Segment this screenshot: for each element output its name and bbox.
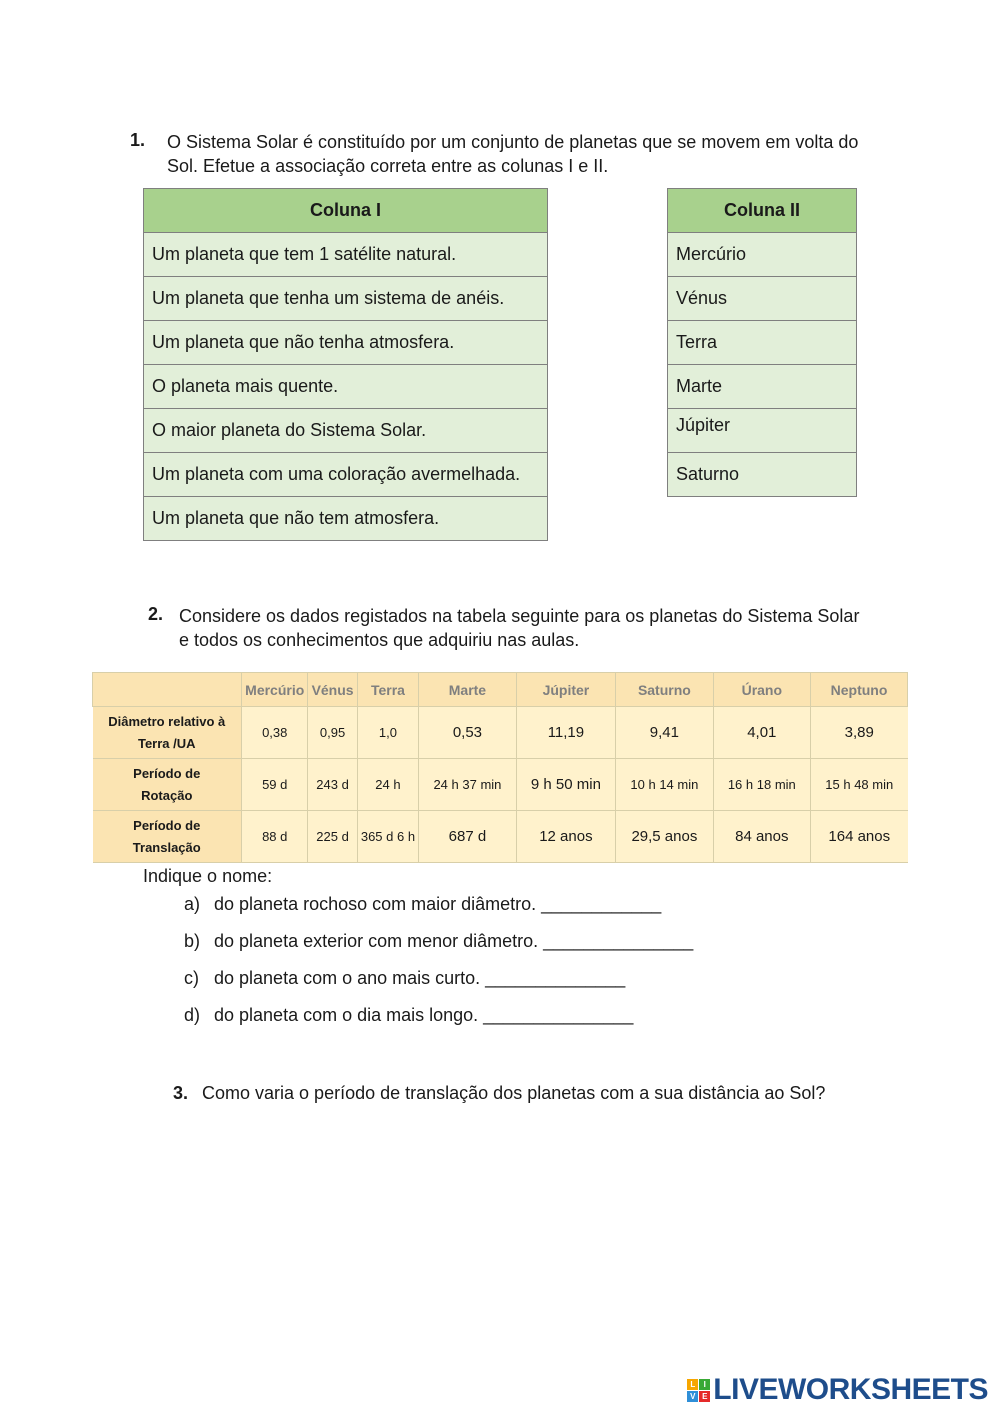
table-cell: 4,01 xyxy=(713,707,810,759)
column-2-item[interactable]: Júpiter xyxy=(668,409,857,453)
table-cell: 84 anos xyxy=(713,811,810,863)
column-2-item[interactable]: Marte xyxy=(668,365,857,409)
column-2-header: Coluna II xyxy=(668,189,857,233)
row-label-line: Período de xyxy=(133,817,201,833)
table-cell: 59 d xyxy=(242,759,308,811)
sub-question-c[interactable] xyxy=(184,966,625,990)
planet-header: Saturno xyxy=(616,673,713,707)
planet-header: Vénus xyxy=(308,673,357,707)
sub-question-b[interactable] xyxy=(184,929,693,953)
liveworksheets-logo xyxy=(687,1373,988,1407)
table-cell: 0,95 xyxy=(308,707,357,759)
column-1-table xyxy=(143,188,548,541)
sub-question-d[interactable] xyxy=(184,1003,633,1027)
column-1-item[interactable]: Um planeta que tenha um sistema de anéis. xyxy=(144,277,548,321)
planet-data-table xyxy=(92,672,908,863)
column-1-item[interactable]: Um planeta que não tem atmosfera. xyxy=(144,497,548,541)
column-2-item[interactable]: Saturno xyxy=(668,453,857,497)
table-cell: 24 h 37 min xyxy=(419,759,516,811)
question-3-number: 3. xyxy=(173,1083,189,1103)
logo-tile: I xyxy=(699,1379,710,1390)
question-2-number: 2. xyxy=(148,604,164,624)
sub-question-text: do planeta com o dia mais longo. _______________ xyxy=(214,1005,634,1025)
column-2-item[interactable]: Terra xyxy=(668,321,857,365)
sub-question-text: do planeta rochoso com maior diâmetro. ____________ xyxy=(214,894,662,914)
row-label-line: Período de xyxy=(133,765,201,781)
table-cell: 12 anos xyxy=(516,811,616,863)
question-1-number: 1. xyxy=(130,130,146,150)
table-cell: 0,53 xyxy=(419,707,516,759)
table-cell: 687 d xyxy=(419,811,516,863)
planet-header: Úrano xyxy=(713,673,810,707)
row-label xyxy=(93,759,242,811)
column-1-item[interactable]: Um planeta que não tenha atmosfera. xyxy=(144,321,548,365)
table-cell: 88 d xyxy=(242,811,308,863)
table-cell: 29,5 anos xyxy=(616,811,713,863)
column-1-item[interactable]: Um planeta com uma coloração avermelhada. xyxy=(144,453,548,497)
logo-wordmark: LIVEWORKSHEETS xyxy=(713,1373,988,1406)
question-3-text: Como varia o período de translação dos planetas com a sua distância ao Sol? xyxy=(202,1083,826,1103)
column-1-header: Coluna I xyxy=(144,189,548,233)
column-2-item[interactable]: Mercúrio xyxy=(668,233,857,277)
sub-question-letter: c) xyxy=(184,968,199,988)
logo-tile: L xyxy=(687,1379,698,1390)
table-cell: 243 d xyxy=(308,759,357,811)
indique-prompt: Indique o nome: xyxy=(143,866,273,886)
question-1-text: O Sistema Solar é constituído por um conjunto de planetas que se movem em volta do Sol. Efetue a associação correta entre as colunas I e II. xyxy=(167,132,859,176)
table-cell: 10 h 14 min xyxy=(616,759,713,811)
row-label-line: Rotação xyxy=(141,787,193,803)
logo-tile: E xyxy=(699,1391,710,1402)
table-cell: 11,19 xyxy=(516,707,616,759)
sub-question-letter: b) xyxy=(184,931,201,951)
table-cell: 9 h 50 min xyxy=(516,759,616,811)
sub-question-text: do planeta com o ano mais curto. ______________ xyxy=(214,968,626,988)
sub-question-text: do planeta exterior com menor diâmetro. _______________ xyxy=(214,931,694,951)
table-cell: 24 h xyxy=(357,759,419,811)
planet-header: Terra xyxy=(357,673,419,707)
logo-tile: V xyxy=(687,1391,698,1402)
sub-question-letter: d) xyxy=(184,1005,201,1025)
table-row xyxy=(93,759,908,811)
row-label xyxy=(93,707,242,759)
table-row xyxy=(93,811,908,863)
table-cell: 15 h 48 min xyxy=(811,759,908,811)
planet-header: Marte xyxy=(419,673,516,707)
table-cell: 365 d 6 h xyxy=(357,811,419,863)
table-cell: 1,0 xyxy=(357,707,419,759)
question-3 xyxy=(173,1081,825,1105)
table-corner xyxy=(93,673,242,707)
column-1-item[interactable]: O planeta mais quente. xyxy=(144,365,548,409)
row-label-line: Diâmetro relativo à xyxy=(108,713,226,729)
table-cell: 225 d xyxy=(308,811,357,863)
question-2-text: Considere os dados registados na tabela seguinte para os planetas do Sistema Solar e todos os conhecimentos que adquiriu nas aulas. xyxy=(179,606,860,650)
column-2-table xyxy=(667,188,857,497)
table-cell: 16 h 18 min xyxy=(713,759,810,811)
planet-header: Mercúrio xyxy=(242,673,308,707)
row-label-line: Translação xyxy=(132,839,201,855)
table-cell: 9,41 xyxy=(616,707,713,759)
row-label xyxy=(93,811,242,863)
logo-tiles-icon xyxy=(687,1379,710,1402)
sub-question-a[interactable] xyxy=(184,892,661,916)
column-2-item[interactable]: Vénus xyxy=(668,277,857,321)
column-1-item[interactable]: O maior planeta do Sistema Solar. xyxy=(144,409,548,453)
planet-header: Júpiter xyxy=(516,673,616,707)
row-label-line: Terra /UA xyxy=(137,735,196,751)
table-cell: 164 anos xyxy=(811,811,908,863)
table-row xyxy=(93,707,908,759)
sub-question-letter: a) xyxy=(184,894,201,914)
column-1-item[interactable]: Um planeta que tem 1 satélite natural. xyxy=(144,233,548,277)
table-cell: 3,89 xyxy=(811,707,908,759)
planet-header: Neptuno xyxy=(811,673,908,707)
table-cell: 0,38 xyxy=(242,707,308,759)
